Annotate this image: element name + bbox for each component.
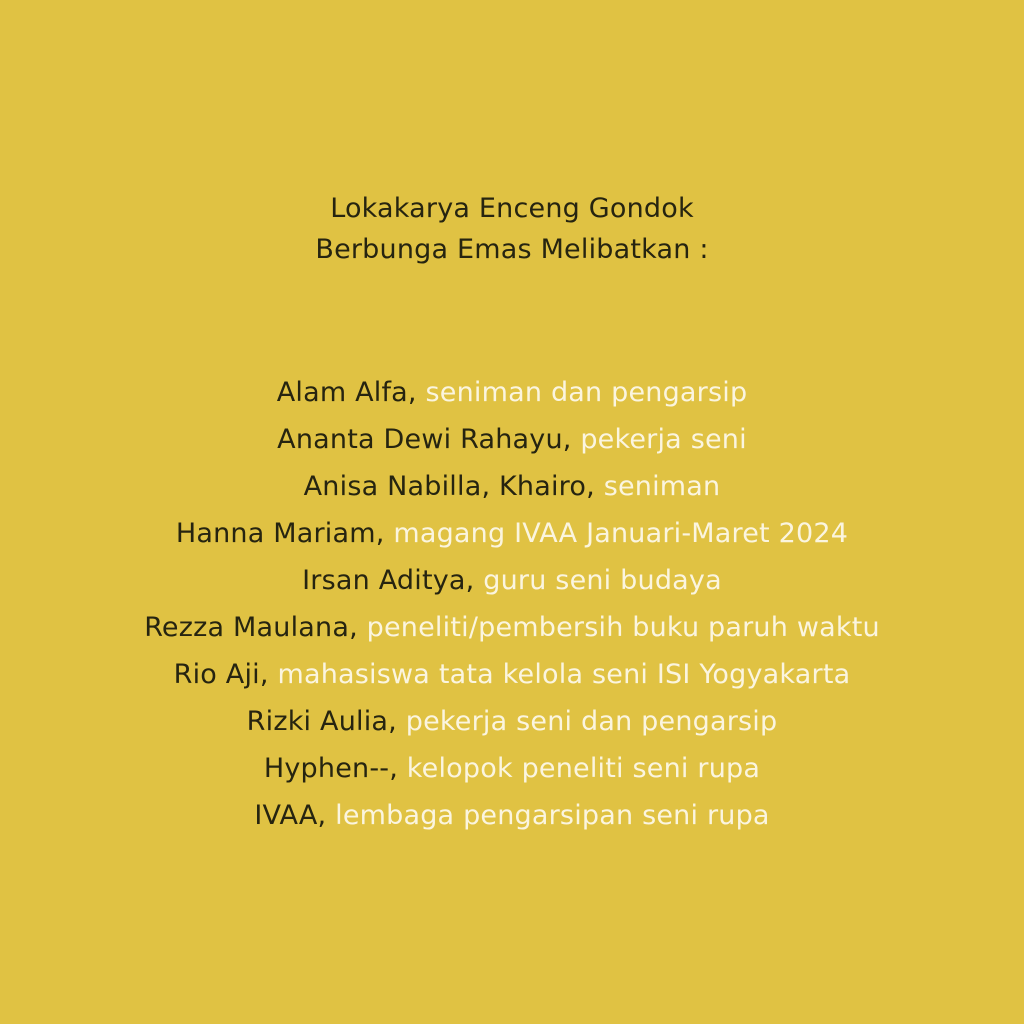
heading-line-2: Berbunga Emas Melibatkan : bbox=[315, 234, 709, 265]
participant-name: Rio Aji, bbox=[173, 659, 269, 690]
participant-row bbox=[0, 792, 1024, 839]
participant-role: seniman dan pengarsip bbox=[425, 377, 748, 408]
participant-row bbox=[0, 463, 1024, 510]
participant-row bbox=[0, 510, 1024, 557]
participant-role: guru seni budaya bbox=[483, 565, 722, 596]
participant-name: Hanna Mariam, bbox=[175, 518, 385, 549]
participant-role: kelopok peneliti seni rupa bbox=[406, 753, 761, 784]
participant-row bbox=[0, 745, 1024, 792]
participant-row bbox=[0, 369, 1024, 416]
heading-line-1: Lokakarya Enceng Gondok bbox=[330, 193, 694, 224]
participant-role: pekerja seni dan pengarsip bbox=[405, 706, 778, 737]
participant-role: seniman bbox=[603, 471, 721, 502]
participant-name: IVAA, bbox=[254, 800, 327, 831]
participant-row bbox=[0, 651, 1024, 698]
participant-name: Ananta Dewi Rahayu, bbox=[277, 424, 572, 455]
participant-list bbox=[0, 369, 1024, 839]
participant-row bbox=[0, 604, 1024, 651]
participant-role: peneliti/pembersih buku paruh waktu bbox=[366, 612, 880, 643]
participant-role: mahasiswa tata kelola seni ISI Yogyakarta bbox=[277, 659, 851, 690]
participant-row bbox=[0, 416, 1024, 463]
participant-role: lembaga pengarsipan seni rupa bbox=[335, 800, 770, 831]
participant-row bbox=[0, 698, 1024, 745]
participant-name: Hyphen--, bbox=[263, 753, 398, 784]
participant-name: Rizki Aulia, bbox=[246, 706, 397, 737]
participant-role: magang IVAA Januari-Maret 2024 bbox=[393, 518, 849, 549]
participant-name: Anisa Nabilla, Khairo, bbox=[303, 471, 595, 502]
participant-name: Rezza Maulana, bbox=[144, 612, 358, 643]
poster-heading bbox=[0, 188, 1024, 270]
participant-role: pekerja seni bbox=[580, 424, 747, 455]
participant-row bbox=[0, 557, 1024, 604]
participant-name: Alam Alfa, bbox=[276, 377, 417, 408]
participant-name: Irsan Aditya, bbox=[302, 565, 475, 596]
